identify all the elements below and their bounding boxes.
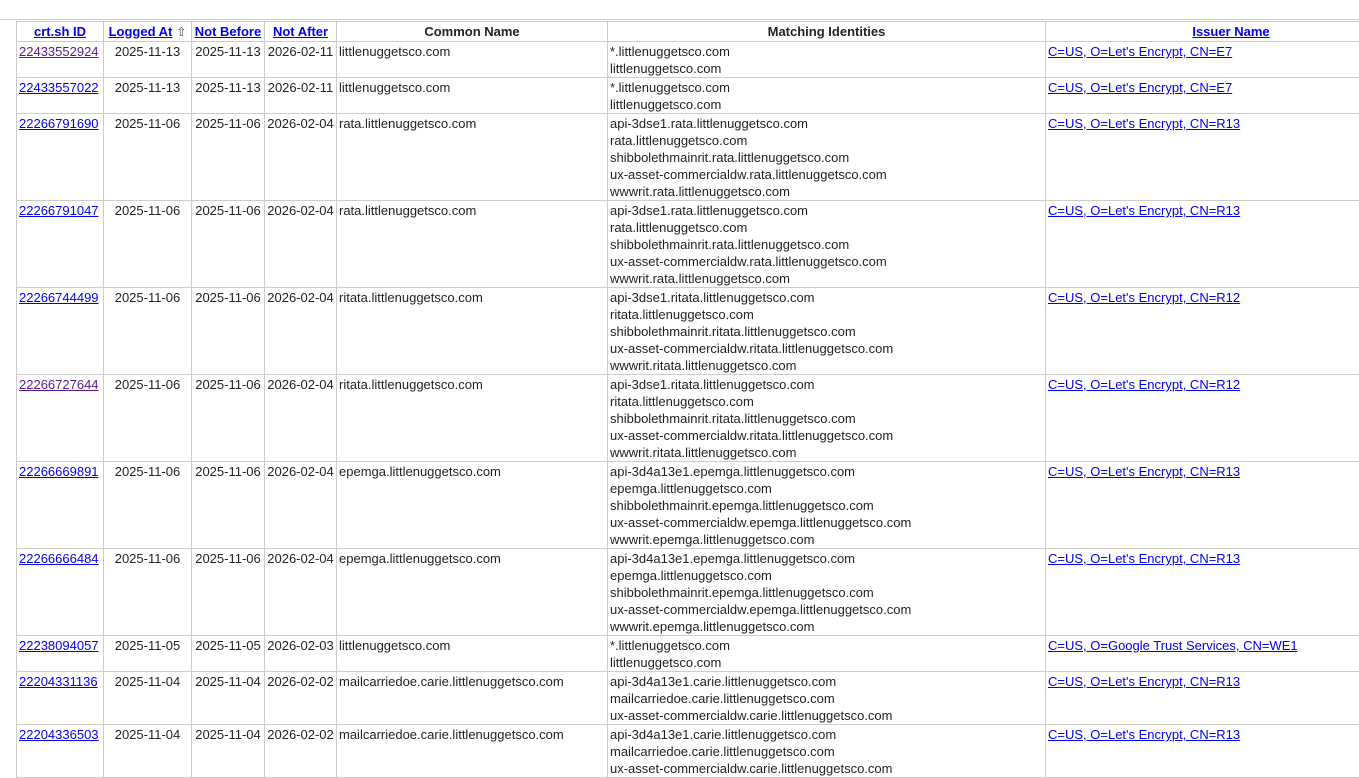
table-row	[17, 42, 1359, 78]
identity-entry: wwwrit.rata.littlenuggetsco.com	[610, 183, 1043, 200]
header-issuer-name[interactable]	[1046, 22, 1359, 42]
identity-entry: api-3d4a13e1.epemga.littlenuggetsco.com	[610, 463, 1043, 480]
cell-common-name: mailcarriedoe.carie.littlenuggetsco.com	[337, 672, 608, 725]
identity-entry: *.littlenuggetsco.com	[610, 79, 1043, 96]
cell-crtsh-id	[17, 78, 104, 114]
cell-issuer-name	[1046, 672, 1359, 725]
identity-entry: epemga.littlenuggetsco.com	[610, 567, 1043, 584]
identity-entry: api-3dse1.rata.littlenuggetsco.com	[610, 115, 1043, 132]
cell-issuer-name	[1046, 725, 1359, 778]
identity-entry: api-3dse1.ritata.littlenuggetsco.com	[610, 376, 1043, 393]
cell-matching-identities	[608, 672, 1046, 725]
sort-by-logged-at-link[interactable]: Logged At	[109, 24, 173, 39]
issuer-link[interactable]: C=US, O=Let's Encrypt, CN=R13	[1048, 551, 1240, 566]
cell-not-after: 2026-02-04	[265, 201, 337, 288]
cell-matching-identities	[608, 201, 1046, 288]
cell-common-name: littlenuggetsco.com	[337, 42, 608, 78]
identity-entry: shibbolethmainrit.epemga.littlenuggetsco.com	[610, 497, 1043, 514]
table-row	[17, 375, 1359, 462]
cell-common-name: littlenuggetsco.com	[337, 636, 608, 672]
cell-logged-at: 2025-11-06	[104, 462, 192, 549]
cell-logged-at: 2025-11-13	[104, 78, 192, 114]
cell-crtsh-id	[17, 725, 104, 778]
identity-entry: ritata.littlenuggetsco.com	[610, 306, 1043, 323]
cell-crtsh-id	[17, 288, 104, 375]
identity-entry: *.littlenuggetsco.com	[610, 43, 1043, 60]
identity-entry: rata.littlenuggetsco.com	[610, 132, 1043, 149]
issuer-link[interactable]: C=US, O=Let's Encrypt, CN=R13	[1048, 116, 1240, 131]
table-row	[17, 288, 1359, 375]
cell-not-before: 2025-11-04	[192, 672, 265, 725]
cell-not-before: 2025-11-13	[192, 42, 265, 78]
cell-issuer-name	[1046, 288, 1359, 375]
cell-not-after: 2026-02-11	[265, 78, 337, 114]
identity-entry: shibbolethmainrit.rata.littlenuggetsco.com	[610, 236, 1043, 253]
cell-logged-at: 2025-11-06	[104, 201, 192, 288]
cell-crtsh-id	[17, 636, 104, 672]
cell-not-after: 2026-02-11	[265, 42, 337, 78]
table-row	[17, 636, 1359, 672]
sort-by-id-link[interactable]: crt.sh ID	[34, 24, 86, 39]
issuer-link[interactable]: C=US, O=Let's Encrypt, CN=E7	[1048, 44, 1232, 59]
issuer-link[interactable]: C=US, O=Let's Encrypt, CN=R13	[1048, 727, 1240, 742]
identity-entry: mailcarriedoe.carie.littlenuggetsco.com	[610, 743, 1043, 760]
cell-crtsh-id	[17, 201, 104, 288]
cell-common-name: epemga.littlenuggetsco.com	[337, 549, 608, 636]
sort-by-not-after-link[interactable]: Not After	[273, 24, 328, 39]
cell-issuer-name	[1046, 42, 1359, 78]
cell-not-before: 2025-11-06	[192, 201, 265, 288]
cell-common-name: ritata.littlenuggetsco.com	[337, 375, 608, 462]
identity-entry: mailcarriedoe.carie.littlenuggetsco.com	[610, 690, 1043, 707]
identity-entry: ux-asset-commercialdw.carie.littlenuggetsco.com	[610, 760, 1043, 777]
cell-matching-identities	[608, 636, 1046, 672]
cell-common-name: epemga.littlenuggetsco.com	[337, 462, 608, 549]
cell-not-after: 2026-02-02	[265, 672, 337, 725]
cell-not-after: 2026-02-04	[265, 462, 337, 549]
header-crtsh-id[interactable]	[17, 22, 104, 42]
cell-common-name: rata.littlenuggetsco.com	[337, 114, 608, 201]
identity-entry: ritata.littlenuggetsco.com	[610, 393, 1043, 410]
cell-common-name: rata.littlenuggetsco.com	[337, 201, 608, 288]
cell-not-before: 2025-11-13	[192, 78, 265, 114]
certificates-table	[16, 21, 1359, 778]
sort-by-issuer-link[interactable]: Issuer Name	[1192, 24, 1269, 39]
certificate-id-link[interactable]: 22266669891	[19, 464, 99, 479]
certificate-id-link[interactable]: 22266791690	[19, 116, 99, 131]
cell-crtsh-id	[17, 42, 104, 78]
identity-entry: ux-asset-commercialdw.rata.littlenuggetsco.com	[610, 253, 1043, 270]
identity-entry: api-3d4a13e1.carie.littlenuggetsco.com	[610, 673, 1043, 690]
identity-entry: ux-asset-commercialdw.rata.littlenuggetsco.com	[610, 166, 1043, 183]
identity-entry: ux-asset-commercialdw.ritata.littlenuggetsco.com	[610, 427, 1043, 444]
cell-logged-at: 2025-11-04	[104, 725, 192, 778]
cell-not-before: 2025-11-06	[192, 549, 265, 636]
identity-entry: wwwrit.rata.littlenuggetsco.com	[610, 270, 1043, 287]
identity-entry: littlenuggetsco.com	[610, 60, 1043, 77]
identity-entry: wwwrit.ritata.littlenuggetsco.com	[610, 444, 1043, 461]
identity-entry: littlenuggetsco.com	[610, 654, 1043, 671]
cell-not-after: 2026-02-04	[265, 114, 337, 201]
table-row	[17, 672, 1359, 725]
top-divider	[0, 19, 1359, 20]
issuer-link[interactable]: C=US, O=Let's Encrypt, CN=E7	[1048, 80, 1232, 95]
identity-entry: api-3d4a13e1.epemga.littlenuggetsco.com	[610, 550, 1043, 567]
identity-entry: ux-asset-commercialdw.carie.littlenuggetsco.com	[610, 707, 1043, 724]
cell-crtsh-id	[17, 549, 104, 636]
certificate-id-link[interactable]: 22204331136	[19, 674, 98, 689]
table-row	[17, 462, 1359, 549]
cell-issuer-name	[1046, 375, 1359, 462]
identity-entry: littlenuggetsco.com	[610, 96, 1043, 113]
cell-not-before: 2025-11-06	[192, 375, 265, 462]
table-header-row	[17, 22, 1359, 42]
identity-entry: wwwrit.ritata.littlenuggetsco.com	[610, 357, 1043, 374]
cell-not-before: 2025-11-06	[192, 114, 265, 201]
identity-entry: ux-asset-commercialdw.epemga.littlenuggetsco.com	[610, 601, 1043, 618]
cell-logged-at: 2025-11-06	[104, 114, 192, 201]
certificate-id-link[interactable]: 22266727644	[19, 377, 99, 392]
identity-entry: api-3dse1.ritata.littlenuggetsco.com	[610, 289, 1043, 306]
certificate-id-link[interactable]: 22433557022	[19, 80, 99, 95]
cell-issuer-name	[1046, 636, 1359, 672]
issuer-link[interactable]: C=US, O=Let's Encrypt, CN=R13	[1048, 203, 1240, 218]
cell-logged-at: 2025-11-13	[104, 42, 192, 78]
certificate-id-link[interactable]: 22238094057	[19, 638, 99, 653]
cell-common-name: littlenuggetsco.com	[337, 78, 608, 114]
cell-not-after: 2026-02-03	[265, 636, 337, 672]
cell-matching-identities	[608, 725, 1046, 778]
cell-not-before: 2025-11-06	[192, 288, 265, 375]
header-not-before[interactable]	[192, 22, 265, 42]
sort-ascending-icon: ⇧	[176, 25, 186, 39]
cell-matching-identities	[608, 42, 1046, 78]
cell-issuer-name	[1046, 201, 1359, 288]
identity-entry: shibbolethmainrit.rata.littlenuggetsco.com	[610, 149, 1043, 166]
cell-not-before: 2025-11-05	[192, 636, 265, 672]
cell-issuer-name	[1046, 549, 1359, 636]
cell-logged-at: 2025-11-06	[104, 375, 192, 462]
identity-entry: rata.littlenuggetsco.com	[610, 219, 1043, 236]
cell-not-after: 2026-02-02	[265, 725, 337, 778]
sort-by-not-before-link[interactable]: Not Before	[195, 24, 261, 39]
cell-common-name: ritata.littlenuggetsco.com	[337, 288, 608, 375]
table-body	[17, 42, 1359, 778]
table-row	[17, 201, 1359, 288]
table-row	[17, 549, 1359, 636]
identity-entry: ux-asset-commercialdw.ritata.littlenuggetsco.com	[610, 340, 1043, 357]
certificate-id-link[interactable]: 22266744499	[19, 290, 99, 305]
header-logged-at[interactable]	[104, 22, 192, 42]
identity-entry: api-3d4a13e1.carie.littlenuggetsco.com	[610, 726, 1043, 743]
certificate-id-link[interactable]: 22433552924	[19, 44, 99, 59]
certificate-id-link[interactable]: 22204336503	[19, 727, 99, 742]
cell-not-after: 2026-02-04	[265, 375, 337, 462]
identity-entry: shibbolethmainrit.epemga.littlenuggetsco.com	[610, 584, 1043, 601]
cell-common-name: mailcarriedoe.carie.littlenuggetsco.com	[337, 725, 608, 778]
cell-logged-at: 2025-11-04	[104, 672, 192, 725]
cell-issuer-name	[1046, 462, 1359, 549]
header-matching-identities: Matching Identities	[608, 22, 1046, 42]
cell-not-after: 2026-02-04	[265, 288, 337, 375]
identity-entry: ux-asset-commercialdw.epemga.littlenuggetsco.com	[610, 514, 1043, 531]
cell-crtsh-id	[17, 672, 104, 725]
cell-not-after: 2026-02-04	[265, 549, 337, 636]
issuer-link[interactable]: C=US, O=Let's Encrypt, CN=R12	[1048, 290, 1240, 305]
identity-entry: shibbolethmainrit.ritata.littlenuggetsco.com	[610, 323, 1043, 340]
header-common-name: Common Name	[337, 22, 608, 42]
cell-logged-at: 2025-11-05	[104, 636, 192, 672]
identity-entry: wwwrit.epemga.littlenuggetsco.com	[610, 531, 1043, 548]
issuer-link[interactable]: C=US, O=Let's Encrypt, CN=R13	[1048, 464, 1240, 479]
cell-issuer-name	[1046, 114, 1359, 201]
certificate-id-link[interactable]: 22266666484	[19, 551, 99, 566]
identity-entry: api-3dse1.rata.littlenuggetsco.com	[610, 202, 1043, 219]
cell-not-before: 2025-11-06	[192, 462, 265, 549]
identity-entry: epemga.littlenuggetsco.com	[610, 480, 1043, 497]
cell-logged-at: 2025-11-06	[104, 549, 192, 636]
identity-entry: wwwrit.epemga.littlenuggetsco.com	[610, 618, 1043, 635]
issuer-link[interactable]: C=US, O=Google Trust Services, CN=WE1	[1048, 638, 1298, 653]
table-row	[17, 725, 1359, 778]
identity-entry: *.littlenuggetsco.com	[610, 637, 1043, 654]
table-row	[17, 78, 1359, 114]
cell-matching-identities	[608, 288, 1046, 375]
cell-not-before: 2025-11-04	[192, 725, 265, 778]
cell-crtsh-id	[17, 114, 104, 201]
cell-crtsh-id	[17, 462, 104, 549]
cell-logged-at: 2025-11-06	[104, 288, 192, 375]
cell-matching-identities	[608, 549, 1046, 636]
table-row	[17, 114, 1359, 201]
cell-matching-identities	[608, 462, 1046, 549]
certificate-id-link[interactable]: 22266791047	[19, 203, 99, 218]
issuer-link[interactable]: C=US, O=Let's Encrypt, CN=R13	[1048, 674, 1240, 689]
cell-crtsh-id	[17, 375, 104, 462]
cell-matching-identities	[608, 375, 1046, 462]
cell-matching-identities	[608, 78, 1046, 114]
identity-entry: shibbolethmainrit.ritata.littlenuggetsco.com	[610, 410, 1043, 427]
header-not-after[interactable]	[265, 22, 337, 42]
issuer-link[interactable]: C=US, O=Let's Encrypt, CN=R12	[1048, 377, 1240, 392]
cell-matching-identities	[608, 114, 1046, 201]
cell-issuer-name	[1046, 78, 1359, 114]
